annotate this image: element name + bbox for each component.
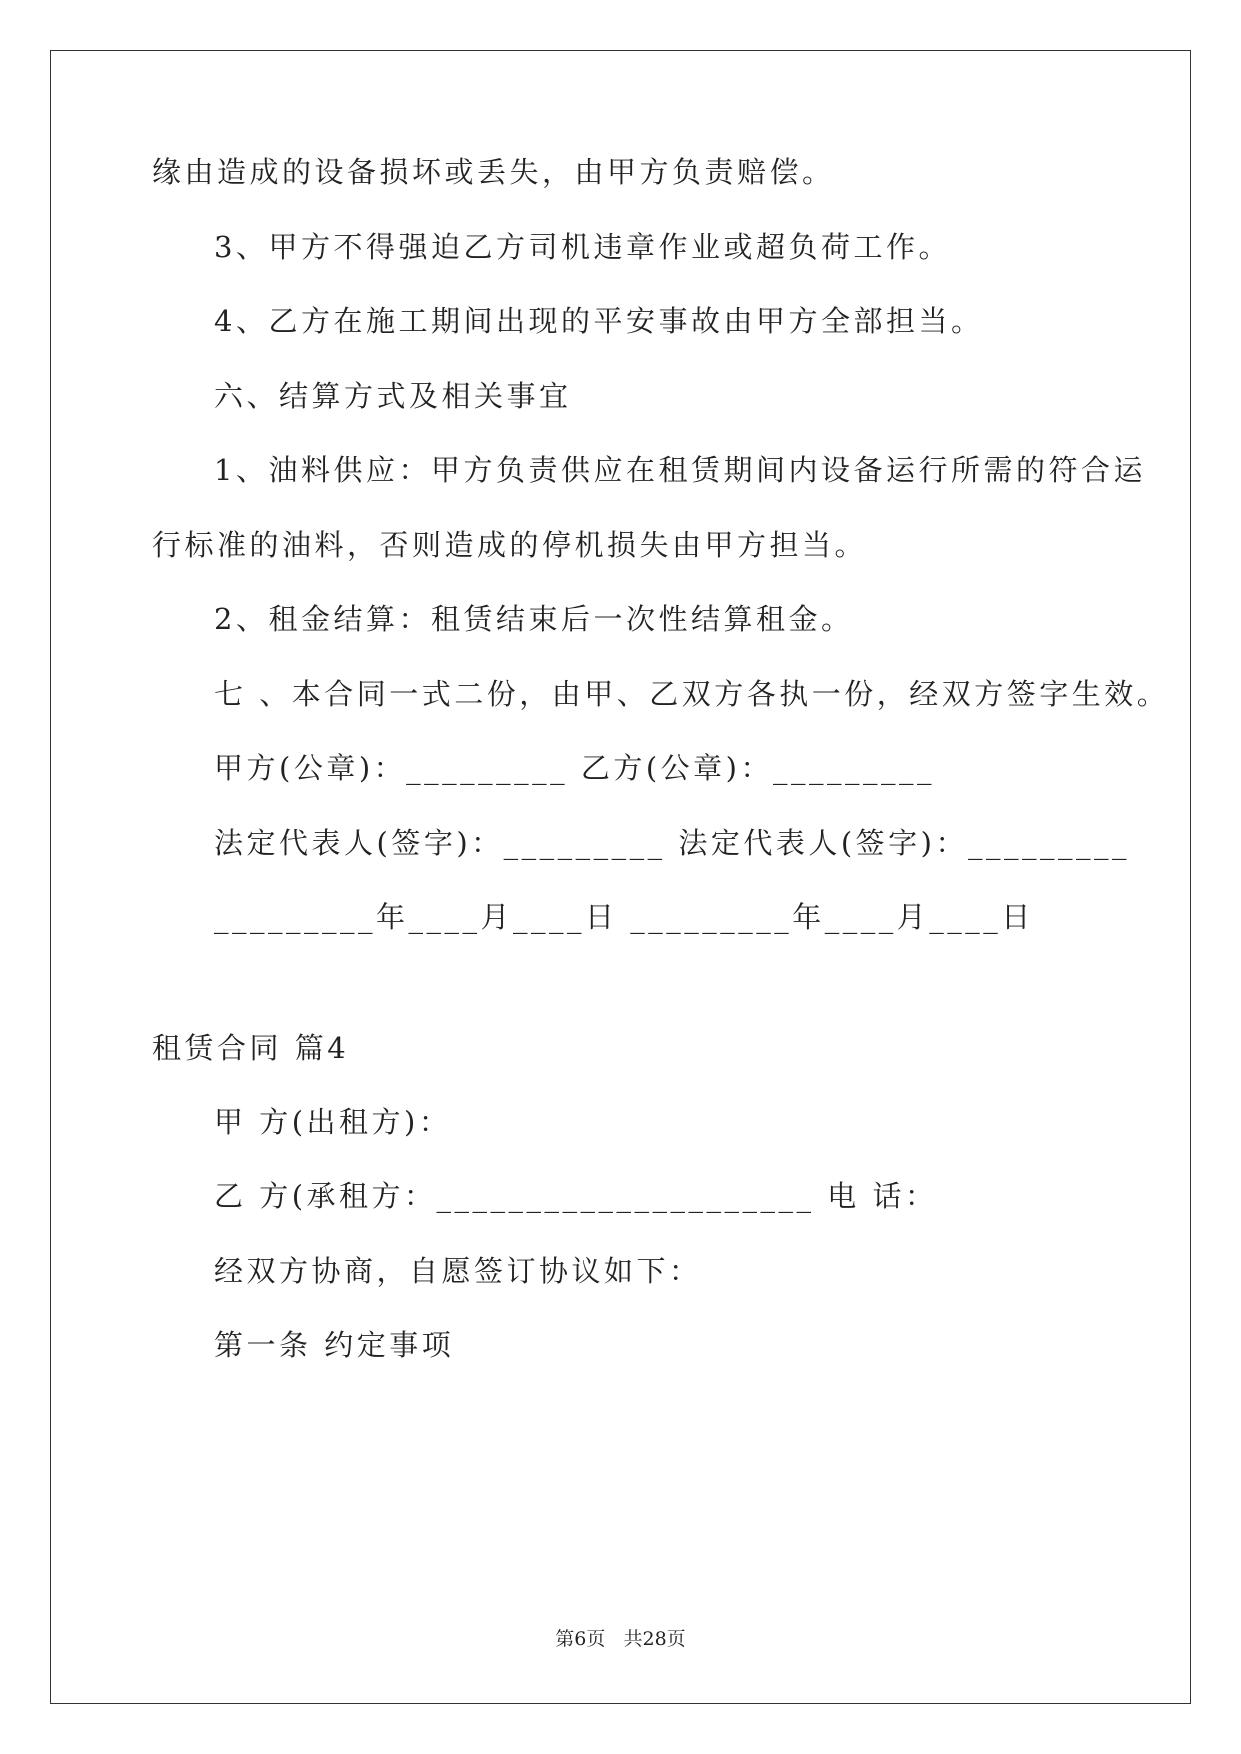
text-line-continuation: 缘由造成的设备损坏或丢失，由甲方负责赔偿。: [152, 155, 835, 189]
contract-title-part-4: 租赁合同 篇4: [152, 1031, 350, 1065]
signature-seal-line: 甲方(公章)：_________ 乙方(公章)：_________: [214, 751, 935, 785]
section-heading-7: 七 、本合同一式二份，由甲、乙双方各执一份，经双方签字生效。: [214, 677, 1170, 711]
clause-rent-settlement: 2、租金结算：租赁结束后一次性结算租金。: [214, 602, 854, 636]
signature-date-line: _________年____月____日 _________年____月____日: [214, 900, 1034, 934]
clause-3: 3、甲方不得强迫乙方司机违章作业或超负荷工作。: [214, 230, 951, 264]
signature-representative-line: 法定代表人(签字)：_________ 法定代表人(签字)：_________: [214, 826, 1130, 860]
page-border: [50, 50, 1191, 1704]
clause-oil-supply: 1、油料供应：甲方负责供应在租赁期间内设备运行所需的符合运: [214, 453, 1146, 487]
article-1-heading: 第一条 约定事项: [214, 1328, 455, 1362]
party-a-lessor: 甲 方(出租方)：: [214, 1105, 452, 1139]
section-heading-6: 六、结算方式及相关事宜: [214, 379, 572, 413]
party-b-lessee: 乙 方(承租方：_____________________ 电 话：: [214, 1179, 938, 1213]
page-number-footer: 第6页 共28页: [555, 1628, 686, 1650]
clause-oil-supply-continued: 行标准的油料，否则造成的停机损失由甲方担当。: [152, 528, 868, 562]
clause-4: 4、乙方在施工期间出现的平安事故由甲方全部担当。: [214, 304, 984, 338]
agreement-intro: 经双方协商，自愿签订协议如下：: [214, 1254, 702, 1288]
